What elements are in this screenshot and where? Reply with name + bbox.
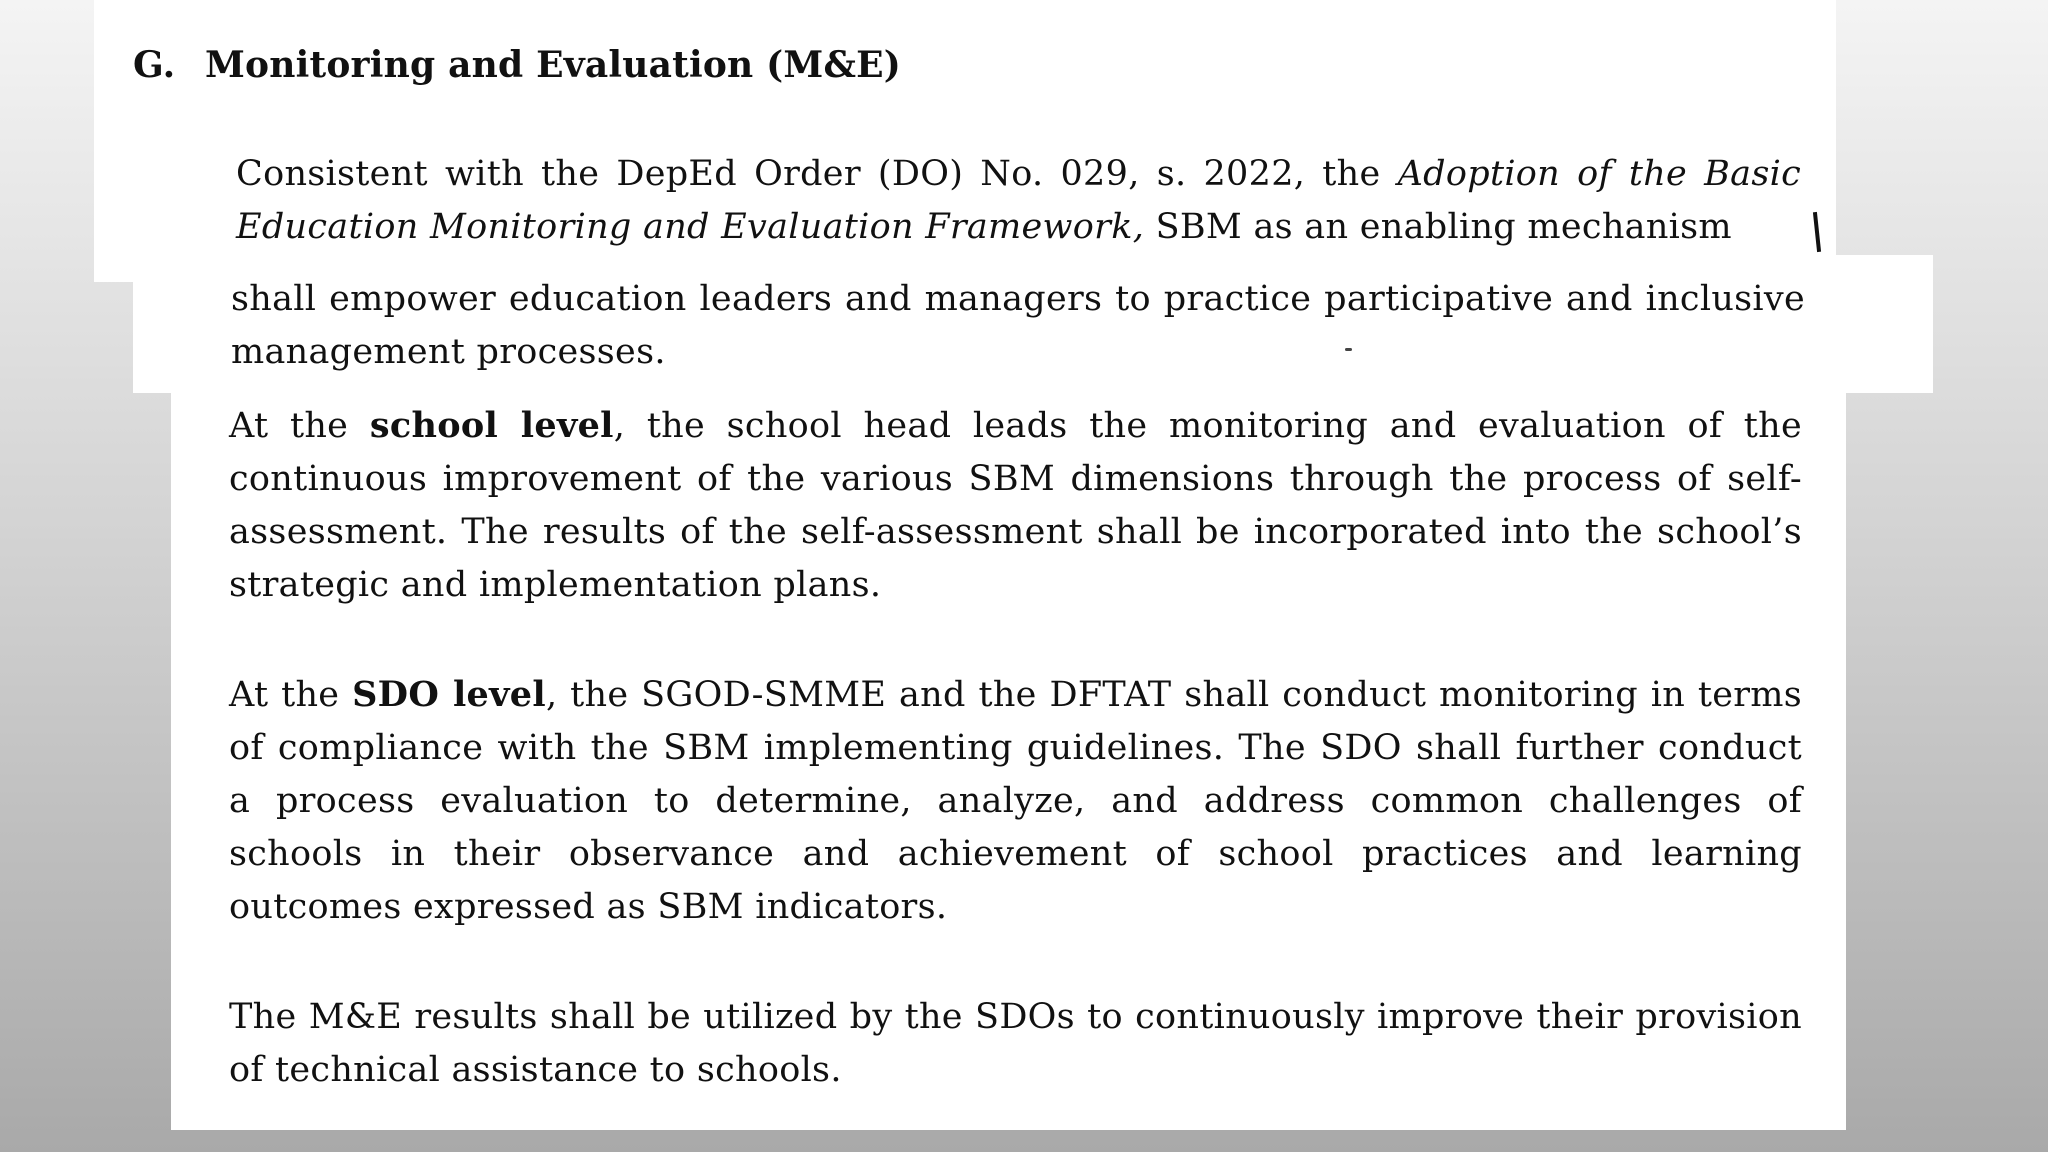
sdo-level-bold: SDO level — [352, 674, 546, 715]
scan-speck — [1345, 348, 1352, 351]
paragraph-sdo-level — [229, 668, 1802, 934]
paragraph-text: At the — [229, 675, 353, 715]
paragraph-text: , the SGOD-SMME and the DFTAT shall conduct monitoring in terms of compliance with the SBM implementing guidelines. The SDO shall further conduct a process evaluation to determine, analyze, and address common challenges of schools in their observance and achievement of school practices and learning outcomes expressed as SBM indicators. — [229, 675, 1803, 927]
paragraph-text: , the school head leads the monitoring and evaluation of the continuous improvement of the various SBM dimensions through the process of self-assessment. The results of the self-assessment shall be incorporated into the school’s strategic and implementation plans. — [229, 406, 1802, 605]
paragraph-text: Consistent with the DepEd Order (DO) No. 029, s. 2022, the — [236, 154, 1398, 194]
paragraph-text: At the — [229, 406, 370, 446]
section-letter: G. — [133, 44, 176, 86]
section-title: Monitoring and Evaluation (M&E) — [205, 44, 902, 86]
paragraph-empower — [231, 273, 1805, 379]
paragraph-text: SBM as an enabling mechanism — [1144, 207, 1732, 247]
paragraph-me-results — [229, 991, 1802, 1097]
paragraph-school-level — [229, 399, 1802, 612]
school-level-bold: school level — [369, 405, 614, 446]
paragraph-deped-order — [236, 148, 1801, 254]
paragraph-text: The M&E results shall be utilized by the SDOs to continuously improve their provision of technical assistance to schools. — [229, 997, 1802, 1090]
order-title-italic: Adoption of the Basic Education Monitoring and Evaluation Framework, — [236, 154, 1801, 247]
paragraph-text: shall empower education leaders and managers to practice participative and inclusive management processes. — [231, 279, 1805, 372]
section-heading — [133, 44, 901, 86]
